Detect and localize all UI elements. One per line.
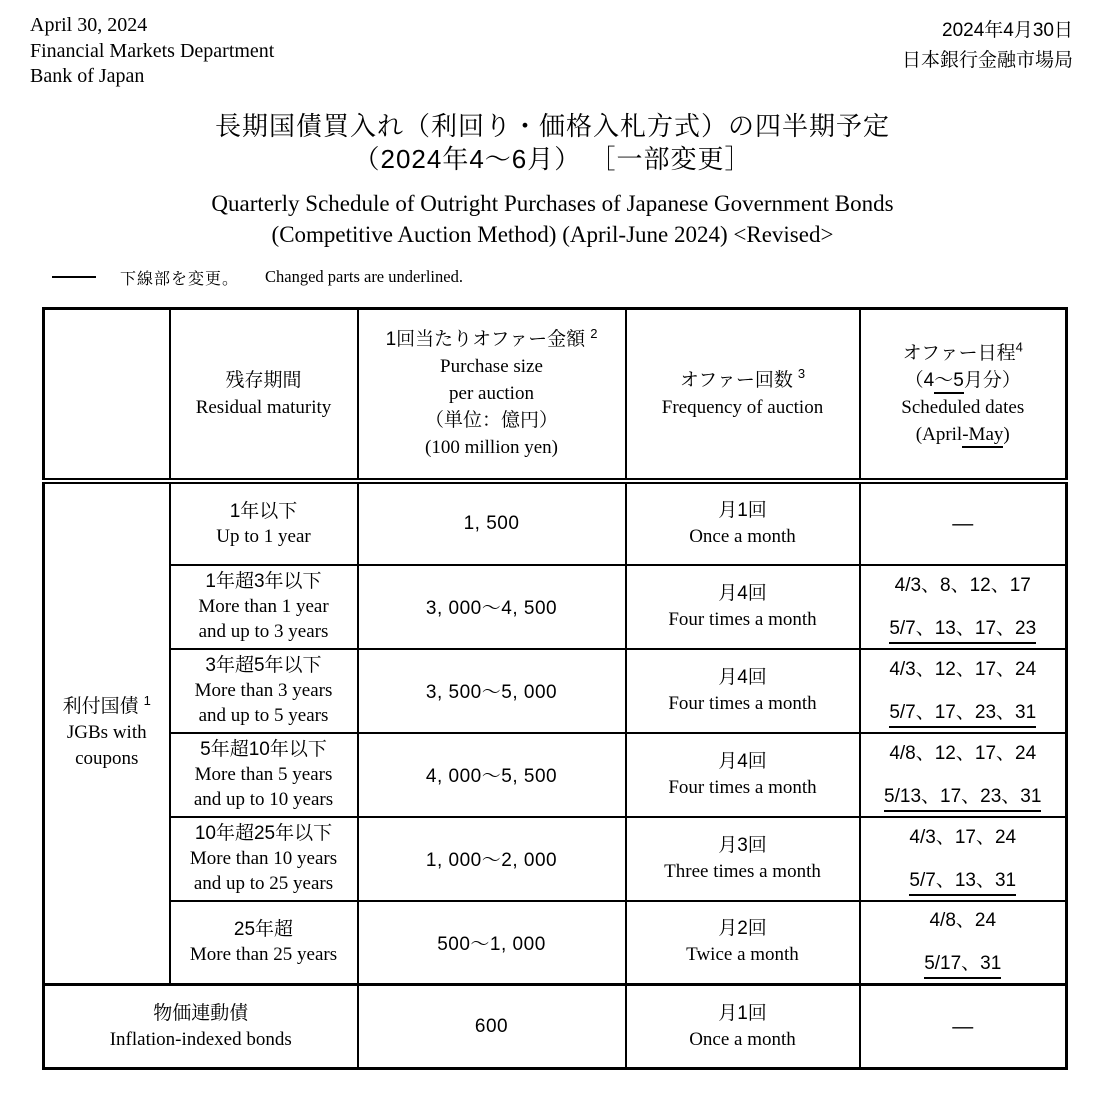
header-dates-jp: オファー日程 xyxy=(902,342,1016,364)
header-residual-maturity xyxy=(170,309,358,481)
document-date-jp: 2024年4月30日 xyxy=(942,20,1073,41)
frequency-cell: 月1回 Once a month xyxy=(626,985,860,1069)
frequency-cell: 月4回 Four times a month xyxy=(626,649,860,733)
frequency-cell: 月3回 Three times a month xyxy=(626,817,860,901)
org-name-jp: 日本銀行金融市場局 xyxy=(901,50,1073,71)
dates-may-underlined: 5/13、17、23、31 xyxy=(884,781,1041,812)
dates-may-underlined: 5/7、17、23、31 xyxy=(889,697,1036,728)
header-empty-cell xyxy=(44,309,170,481)
size-cell: 3, 000～4, 500 xyxy=(358,565,626,649)
frequency-cell: 月4回 Four times a month xyxy=(626,565,860,649)
header-size-en2: per auction xyxy=(449,383,534,405)
title-english-line1: Quarterly Schedule of Outright Purchases of Japanese Government Bonds xyxy=(211,191,894,216)
frequency-cell: 月1回 Once a month xyxy=(626,481,860,565)
revision-note-jp: 下線部を変更。 xyxy=(120,270,240,288)
dates-cell: — xyxy=(860,481,1067,565)
footnote-marker-2: 2 xyxy=(590,325,598,341)
header-maturity-en: Residual maturity xyxy=(195,396,332,418)
size-cell: 1, 500 xyxy=(358,481,626,565)
dates-april: 4/3、17、24 xyxy=(909,826,1017,848)
title-english-line2: (Competitive Auction Method) (April-June 2024) <Revised> xyxy=(271,222,834,247)
header-size-en1: Purchase size xyxy=(440,356,543,378)
dates-cell xyxy=(860,565,1067,649)
dates-cell xyxy=(860,649,1067,733)
size-cell: 3, 500～5, 000 xyxy=(358,649,626,733)
size-cell: 500～1, 000 xyxy=(358,901,626,985)
header-maturity-jp: 残存期間 xyxy=(225,369,302,391)
revision-note xyxy=(52,266,463,288)
header-size-unit-jp: （単位：億円） xyxy=(424,410,558,432)
maturity-cell: 5年超10年以下 More than 5 years and up to 10 years xyxy=(170,733,358,817)
maturity-cell: 10年超25年以下 More than 10 years and up to 25 years xyxy=(170,817,358,901)
dates-cell xyxy=(860,733,1067,817)
dates-april: 4/3、12、17、24 xyxy=(889,658,1037,680)
category-en2: coupons xyxy=(75,748,139,770)
dates-april: 4/8、24 xyxy=(929,910,997,932)
dates-cell xyxy=(860,901,1067,985)
size-cell: 4, 000～5, 500 xyxy=(358,733,626,817)
header-frequency xyxy=(626,309,860,481)
dates-cell xyxy=(860,817,1067,901)
maturity-cell: 25年超 More than 25 years xyxy=(170,901,358,985)
org-name-en: Bank of Japan xyxy=(30,65,145,87)
dates-april: 4/8、12、17、24 xyxy=(889,742,1037,764)
header-dates-months-jp: （4～5月分） xyxy=(863,367,1064,394)
schedule-table xyxy=(42,307,1068,1070)
header-dates-en1: Scheduled dates xyxy=(901,396,1025,418)
frequency-cell: 月4回 Four times a month xyxy=(626,733,860,817)
underline-sample-line xyxy=(52,276,96,278)
department-name: Financial Markets Department xyxy=(30,39,275,62)
size-cell: 600 xyxy=(358,985,626,1069)
dates-april: 4/3、8、12、17 xyxy=(894,574,1031,596)
dates-cell: — xyxy=(860,985,1067,1069)
table-row-5-to-10-years xyxy=(44,733,1067,817)
maturity-cell: 3年超5年以下 More than 3 years and up to 5 years xyxy=(170,649,358,733)
document-date-en: April 30, 2024 xyxy=(30,14,148,36)
table-row-10-to-25-years xyxy=(44,817,1067,901)
header-frequency-en: Frequency of auction xyxy=(661,396,824,418)
footnote-marker-3: 3 xyxy=(797,366,806,382)
footnote-marker-4: 4 xyxy=(1015,339,1023,355)
title-japanese xyxy=(0,110,1105,176)
maturity-cell: 1年超3年以下 More than 1 year and up to 3 years xyxy=(170,565,358,649)
title-japanese-line1: 長期国債買入れ（利回り・価格入札方式）の四半期予定 xyxy=(214,111,890,141)
inflation-indexed-label-cell: 物価連動債 Inflation-indexed bonds xyxy=(44,985,358,1069)
title-english xyxy=(0,188,1105,250)
header-scheduled-dates xyxy=(860,309,1067,481)
issuer-block-jp xyxy=(902,16,1073,76)
dates-may-underlined: 5/7、13、17、23 xyxy=(889,613,1036,644)
frequency-cell: 月2回 Twice a month xyxy=(626,901,860,985)
header-dates-months-en: (April-May) xyxy=(863,421,1064,448)
dates-may-underlined: 5/7、13、31 xyxy=(909,865,1016,896)
dates-may-underlined: 5/17、31 xyxy=(924,948,1001,979)
table-row-1-to-3-years xyxy=(44,565,1067,649)
footnote-marker-1: 1 xyxy=(143,692,151,708)
category-jgbs-with-coupons xyxy=(44,481,170,985)
table-row-more-than-25-years xyxy=(44,901,1067,985)
maturity-cell: 1年以下 Up to 1 year xyxy=(170,481,358,565)
header-size-unit-en: (100 million yen) xyxy=(425,437,558,459)
header-frequency-jp: オファー回数 xyxy=(679,369,793,391)
underlined-month-en: -May xyxy=(962,424,1003,448)
issuer-block-en xyxy=(30,13,274,90)
table-row-3-to-5-years xyxy=(44,649,1067,733)
revision-note-en: Changed parts are underlined. xyxy=(265,267,463,286)
table-row-inflation-indexed-bonds xyxy=(44,985,1067,1069)
category-jp: 利付国債 xyxy=(62,696,139,718)
table-row-up-to-1-year xyxy=(44,481,1067,565)
title-japanese-line2: （2024年4～6月） ［一部変更］ xyxy=(353,144,752,174)
header-size-jp: 1回当たりオファー金額 xyxy=(385,329,586,351)
header-purchase-size xyxy=(358,309,626,481)
size-cell: 1, 000～2, 000 xyxy=(358,817,626,901)
table-header-row xyxy=(44,309,1067,481)
underlined-month-jp: ～5 xyxy=(934,370,964,394)
category-en1: JGBs with xyxy=(66,722,147,744)
